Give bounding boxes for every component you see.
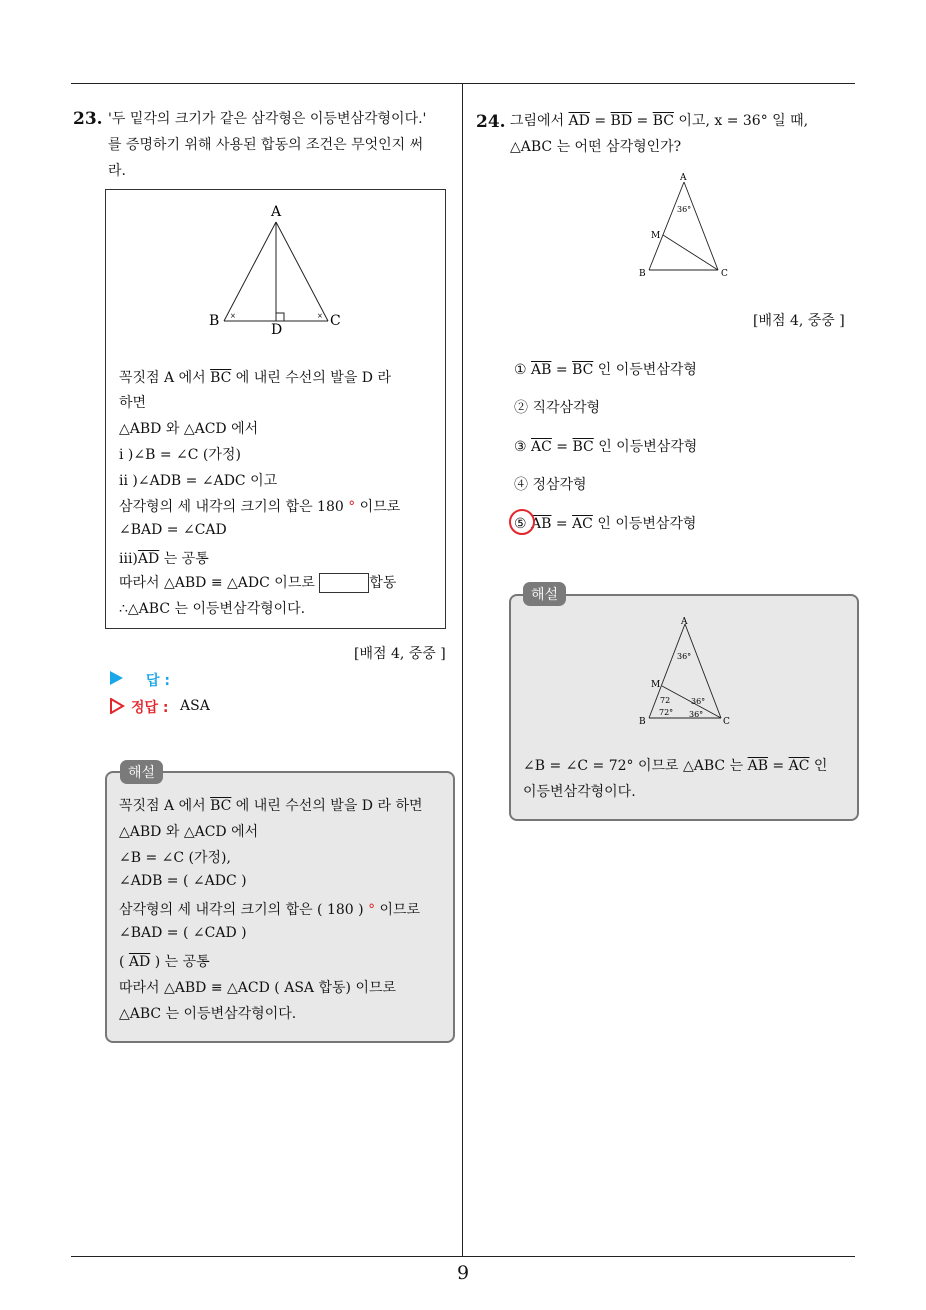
proof-line: ∴△ABC 는 이등변삼각형이다. (119, 601, 306, 617)
q23-problem-box (105, 189, 446, 629)
expl-label-B: B (639, 717, 646, 727)
q24-triangle-figure (630, 168, 750, 288)
correct-label: 정답 : (131, 700, 169, 716)
q23-label-C: C (330, 313, 341, 329)
option-3[interactable]: ③ $\overline{AC} = \overline{BC}$ 인 이등변삼각형 (514, 439, 698, 455)
top-rule (71, 83, 855, 84)
proof-line: i )∠B = ∠C (가정) (119, 447, 241, 463)
expl-label-C: C (723, 717, 730, 727)
q24-label-C: C (721, 269, 728, 279)
option-2[interactable]: ② 직각삼각형 (514, 400, 601, 416)
answer-triangle-icon (110, 671, 123, 685)
q23-explanation-box (105, 771, 455, 1043)
q23-label-A: A (271, 204, 282, 220)
q23-label-D: D (271, 322, 283, 338)
q23-explanation-badge: 해설 (120, 760, 163, 784)
expl-line: ∠ADB = ( ∠ADC ) (119, 873, 247, 889)
q24-score: [배점 4, 중중 ] (753, 313, 845, 329)
q24-number: 24. (476, 112, 506, 132)
q24-explanation-box (509, 594, 859, 821)
q24-label-B: B (639, 269, 646, 279)
expl-angle: 72° (659, 708, 674, 717)
q23-text-line: '두 밑각의 크기가 같은 삼각형은 이등변삼각형이다.' (108, 111, 427, 127)
column-divider (462, 84, 463, 1256)
q23-score: [배점 4, 중중 ] (354, 646, 446, 662)
page-number: 9 (456, 1262, 470, 1284)
answer-blank (319, 573, 369, 593)
q24-expl-figure (629, 614, 749, 734)
proof-line: 따라서 △ABD ≡ △ADC 이므로 합동 (119, 575, 397, 591)
option-5[interactable]: ⑤ $\overline{AB} = \overline{AC}$ 인 이등변삼각형 (514, 516, 697, 532)
option-1[interactable]: ① $\overline{AB} = \overline{BC}$ 인 이등변삼각형 (514, 362, 697, 378)
expl-angle: 72 (660, 696, 671, 705)
expl-label-A: A (681, 617, 688, 627)
angle-mark: × (317, 312, 323, 320)
proof-line: $iii)\overline{AD}$ 는 공통 (119, 551, 209, 567)
q24-label-M: M (651, 231, 661, 241)
q24-text-line: 그림에서 $\overline{AD} = \overline{BD} = \overline{BC}$ 이고, x = 36° 일 때, (510, 113, 809, 129)
proof-line: 삼각형의 세 내각의 크기의 합은 180 ° 이므로 (119, 499, 401, 515)
q23-text-line: 를 증명하기 위해 사용된 합동의 조건은 무엇인지 써 (108, 137, 424, 153)
expl-line: 따라서 △ABD ≡ △ACD ( ASA 합동) 이므로 (119, 980, 397, 996)
q23-triangle-figure (106, 190, 445, 350)
expl-angle: 36° (689, 710, 704, 719)
expl-line: ∠BAD = ( ∠CAD ) (119, 925, 247, 941)
expl-angle: 36° (677, 652, 692, 661)
expl-line: 삼각형의 세 내각의 크기의 합은 ( 180 ) ° 이므로 (119, 902, 421, 918)
answer-label: 답 : (146, 673, 170, 689)
q23-text-line: 라. (108, 163, 126, 179)
q23-text (108, 106, 458, 184)
q23-label-B: B (209, 313, 220, 329)
expl-line: ∠B = ∠C (가정), (119, 850, 231, 866)
expl-angle: 36° (691, 697, 706, 706)
bottom-rule (71, 1256, 855, 1257)
proof-line: ii )∠ADB = ∠ADC 이고 (119, 473, 278, 489)
q24-explanation-badge: 해설 (523, 582, 566, 606)
q24-label-A: A (680, 173, 687, 183)
proof-line: 꼭짓점 A 에서 $\overline{BC}$ 에 내린 수선의 발을 D 라 (119, 370, 392, 386)
option-4[interactable]: ④ 정삼각형 (514, 477, 587, 493)
expl-line: △ABC 는 이등변삼각형이다. (119, 1006, 297, 1022)
q24-angle-label: 36° (677, 205, 692, 214)
proof-line: ∠BAD = ∠CAD (119, 522, 227, 538)
correct-answer-circle (509, 509, 535, 535)
expl-line: ( $\overline{AD}$ ) 는 공통 (119, 954, 210, 970)
correct-triangle-icon (109, 698, 125, 714)
proof-line: △ABD 와 △ACD 에서 (119, 421, 259, 437)
q24-text-line: △ABC 는 어떤 삼각형인가? (510, 139, 682, 155)
q24-text (510, 108, 860, 160)
expl-line: 이등변삼각형이다. (523, 784, 636, 800)
proof-line: 하면 (119, 395, 147, 411)
q23-number: 23. (73, 109, 103, 129)
expl-label-M: M (651, 680, 661, 690)
angle-mark: × (230, 312, 236, 320)
expl-line: ∠B = ∠C = 72° 이므로 △ABC 는 $\overline{AB} = \overline{AC}$ 인 (523, 758, 828, 774)
expl-line: 꼭짓점 A 에서 $\overline{BC}$ 에 내린 수선의 발을 D 라 하면 (119, 798, 423, 814)
correct-value: ASA (180, 698, 210, 714)
expl-line: △ABD 와 △ACD 에서 (119, 824, 259, 840)
